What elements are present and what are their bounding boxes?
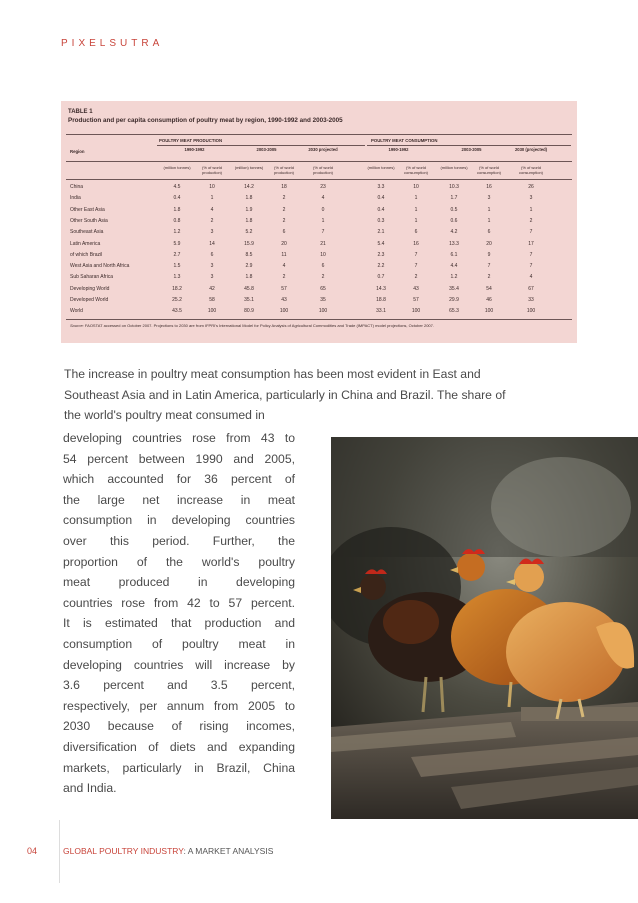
table-cell: 2 (321, 274, 325, 281)
table-cell: 16 (486, 184, 492, 190)
table-cell: 2 (487, 274, 491, 281)
table-cell: 57 (281, 285, 287, 292)
table-cell: 1.8 (245, 195, 253, 202)
table-cell: 10 (209, 184, 215, 190)
table-cell: 26 (528, 184, 534, 190)
unit-header: (% of world consumption) (476, 165, 501, 175)
table-cell: 35 (320, 297, 326, 303)
paragraph-line: It is estimated that production and (63, 616, 295, 631)
unit-header: (% of world consumption) (403, 165, 428, 175)
period-header: 1990-1992 (184, 147, 205, 152)
table-cell: 1 (487, 206, 491, 213)
table-cell: 33 (528, 297, 534, 303)
table-cell: 4 (529, 274, 533, 281)
table-cell: 1.8 (245, 217, 253, 224)
table-cell: 6 (210, 251, 214, 258)
region-name: of which Brazil (70, 251, 103, 258)
table-cell: 42 (209, 285, 215, 292)
chickens-illustration (331, 437, 638, 819)
source-text: FAOSTAT accessed on October 2007. Projections to 2030 are from IFPRI's International Model for Policy Analysis of Agricultural Commodities and Trade (IMPACT) model projections, October 2007. (84, 323, 434, 328)
period-header: 1990-1992 (388, 147, 409, 152)
table-cell: 1 (529, 206, 533, 213)
unit-header: (% of world production) (312, 165, 333, 175)
table-header-rule (66, 161, 572, 162)
paragraph-line: developing countries will increase by (63, 657, 295, 672)
table-cell: 5.9 (173, 240, 181, 247)
table-cell: 100 (484, 308, 494, 315)
paragraph-line: The increase in poultry meat consumption has been most evident in East and (64, 367, 481, 381)
table-cell: 0.7 (377, 274, 385, 281)
group-production-rule (157, 145, 365, 146)
table-cell: 80.9 (244, 308, 254, 315)
table-cell: 0.5 (450, 206, 458, 213)
table-cell: 57 (413, 297, 419, 303)
table-cell: 5.2 (245, 229, 253, 236)
table-cell: 43 (281, 297, 287, 303)
table-cell: 5.4 (377, 240, 385, 247)
footer-title-sub: : A MARKET ANALYSIS (183, 846, 274, 856)
table-cell: 3.3 (377, 184, 385, 190)
table-cell: 2 (282, 195, 286, 202)
table-cell: 29.9 (449, 297, 459, 303)
table-cell: 1.8 (173, 206, 181, 213)
unit-header: (million) tonnes) (234, 165, 264, 170)
table-cell: 0.4 (173, 195, 181, 202)
table-cell: 45.8 (244, 285, 254, 292)
paragraph-line: respectively, per annum from 2005 to (63, 698, 295, 713)
table-cell: 6 (487, 229, 491, 236)
table-cell: 11 (281, 251, 287, 258)
table-cell: 2 (282, 274, 286, 281)
table-cell: 3 (529, 195, 533, 202)
region-header: Region (70, 149, 85, 154)
table-cell: 100 (207, 308, 217, 315)
table-cell: 2.2 (377, 263, 385, 270)
page-number: 04 (27, 846, 38, 856)
footer-title-main: GLOBAL POULTRY INDUSTRY (63, 846, 184, 856)
source-label: Source: (70, 323, 84, 328)
table-cell: 35.1 (244, 297, 254, 303)
table-cell: 14.2 (244, 184, 254, 190)
brand-name: PIXELSUTRA (61, 38, 164, 49)
region-name: Other East Asia (70, 206, 105, 213)
table-cell: 1.2 (173, 229, 181, 236)
table-cell: 1.9 (245, 206, 253, 213)
paragraph-line: meat produced in developing (63, 575, 295, 590)
region-name: Sub Saharan Africa (70, 274, 114, 281)
table-title: Production and per capita consumption of poultry meat by region, 1990-1992 and 2003-2005 (68, 117, 343, 124)
unit-header: (million tonnes) (163, 165, 191, 170)
table-cell: 2 (282, 206, 286, 213)
table-cell: 0.8 (173, 217, 181, 224)
table-cell: 18.8 (376, 297, 386, 303)
paragraph-line: Southeast Asia and in Latin America, particularly in China and Brazil. The share of (64, 387, 506, 402)
paragraph-line: developing countries rose from 43 to (63, 431, 295, 445)
table-cell: 7 (487, 263, 491, 270)
table-cell: 4 (210, 206, 214, 213)
table-cell: 1 (210, 195, 214, 202)
paragraph-line: which accounted for 36 percent of (63, 472, 295, 487)
table-cell: 67 (528, 285, 534, 292)
region-name: Other South Asia (70, 217, 108, 224)
table-cell: 20 (281, 240, 287, 247)
region-name: Developing World (70, 285, 110, 292)
region-name: Latin America (70, 240, 101, 247)
table-cell: 0.4 (377, 195, 385, 202)
unit-header: (% of world production) (201, 165, 222, 175)
table-cell: 1.3 (173, 274, 181, 281)
table-cell: 7 (529, 251, 533, 258)
table-cell: 1.8 (245, 274, 253, 281)
table-cell: 10 (413, 184, 419, 190)
chickens-photo (331, 437, 638, 819)
table-cell: 16 (413, 240, 419, 247)
table-cell: 6.1 (450, 251, 458, 258)
footer-divider (59, 820, 60, 883)
table-cell: 65 (320, 285, 326, 292)
period-header: 2030 projected (308, 147, 338, 152)
table-cell: 100 (318, 308, 328, 315)
table-cell: 100 (411, 308, 421, 315)
group-consumption-rule (367, 145, 571, 146)
table-cell: 6 (321, 263, 325, 270)
paragraph-line: 2030 because of rising incomes, (63, 719, 295, 734)
table-cell: 1 (414, 217, 418, 224)
table-cell: 3 (210, 274, 214, 281)
table-cell: 25.2 (172, 297, 182, 303)
table-cell: 1.7 (450, 195, 458, 202)
unit-header: (% of world consumption) (518, 165, 543, 175)
table-top-rule (66, 134, 572, 135)
table-cell: 15.9 (244, 240, 254, 247)
table-cell: 58 (209, 297, 215, 303)
period-header: 2003-2005 (256, 147, 277, 152)
paragraph-line: over this period. Further, the (63, 533, 295, 548)
table-cell: 17 (528, 240, 534, 247)
table-label: TABLE 1 (68, 109, 93, 115)
paragraph-line: markets, particularly in Brazil, China (63, 760, 295, 775)
table-cell: 35.4 (449, 285, 459, 292)
region-name: World (70, 308, 83, 315)
table-cell: 4.2 (450, 229, 458, 236)
paragraph-line: consumption in developing countries (63, 513, 295, 528)
table-cell: 7 (529, 229, 533, 236)
table-cell: 18.2 (172, 285, 182, 292)
paragraph-line: diversification of diets and expanding (63, 739, 295, 754)
table-source (70, 323, 568, 329)
table-cell: 0.3 (377, 217, 385, 224)
paragraph-line: countries rose from 42 to 57 percent. (63, 595, 295, 610)
table-cell: 7 (414, 263, 418, 270)
table-cell: 3 (210, 229, 214, 236)
table-cell: 4.5 (173, 184, 181, 190)
paragraph-line: the world's poultry meat consumed in (64, 408, 265, 423)
table-cell: 2.7 (173, 251, 181, 258)
table-cell: 43.5 (172, 308, 182, 315)
group-production-header: POULTRY MEAT PRODUCTION (159, 138, 223, 143)
table-cell: 2 (210, 217, 214, 224)
table-cell: 18 (281, 184, 287, 190)
table-cell: 9 (487, 251, 491, 258)
paragraph-line: and India. (63, 781, 117, 796)
region-name: Developed World (70, 297, 109, 303)
table-cell: 10.3 (449, 184, 459, 190)
table-cell: 54 (486, 285, 492, 292)
table-cell: 33.1 (376, 308, 386, 315)
table-cell: 13.3 (449, 240, 459, 247)
table-cell: 1.2 (450, 274, 458, 281)
table-cell: 100 (279, 308, 289, 315)
paragraph-line: the large net increase in meat (63, 492, 295, 507)
table-cell: 2 (529, 217, 533, 224)
table-cell: 2 (414, 274, 418, 281)
table-cell: 21 (320, 240, 326, 247)
table-cell: 100 (526, 308, 536, 315)
table-cell: 23 (320, 184, 326, 190)
table-cell: 6 (414, 229, 418, 236)
paragraph-line: 54 percent between 1990 and 2005, (63, 451, 295, 466)
table-cell: 65.3 (449, 308, 459, 315)
period-header: 2030 (projected) (514, 147, 548, 152)
table-cell: 3 (210, 263, 214, 270)
table-cell: 20 (486, 240, 492, 247)
table-cell: 2.9 (245, 263, 253, 270)
region-name: India (70, 195, 81, 202)
region-name: Southeast Asia (70, 229, 104, 236)
table-cell: 2.3 (377, 251, 385, 258)
table-cell: 4.4 (450, 263, 458, 270)
table-cell: 0 (321, 206, 325, 213)
table-cell: 46 (486, 297, 492, 303)
region-name: China (70, 184, 84, 190)
table-cell: 1 (414, 206, 418, 213)
table-cell: 14.3 (376, 285, 386, 292)
table-cell: 4 (321, 195, 325, 202)
table-cell: 7 (414, 251, 418, 258)
table-cell: 1 (321, 217, 325, 224)
table-cell: 6 (282, 229, 286, 236)
table-cell: 7 (321, 229, 325, 236)
paragraph-line: 3.6 percent and 3.5 percent, (63, 678, 295, 693)
unit-header: (million tonnes) (367, 165, 395, 170)
table-cell: 3 (487, 195, 491, 202)
period-header: 2003-2005 (461, 147, 482, 152)
table-cell: 1 (414, 195, 418, 202)
unit-header: (million tonnes) (440, 165, 468, 170)
footer-title (63, 846, 273, 856)
table-cell: 1.5 (173, 263, 181, 270)
table-cell: 7 (529, 263, 533, 270)
table-units-rule (66, 179, 572, 180)
table-cell: 43 (413, 285, 419, 292)
table-cell: 1 (487, 217, 491, 224)
table-cell: 8.5 (245, 251, 253, 258)
body-paragraph (63, 428, 295, 799)
table-cell: 14 (209, 240, 215, 247)
table-cell: 2.1 (377, 229, 385, 236)
table-bottom-rule (66, 319, 572, 320)
table-cell: 0.6 (450, 217, 458, 224)
paragraph-line: consumption of poultry meat in (63, 636, 295, 651)
group-consumption-header: POULTRY MEAT CONSUMPTION (371, 138, 438, 143)
unit-header: (% of world production) (273, 165, 294, 175)
table-image (61, 101, 577, 343)
table-cell: 4 (282, 263, 286, 270)
table-cell: 2 (282, 217, 286, 224)
table-cell: 0.4 (377, 206, 385, 213)
intro-paragraph (64, 364, 576, 426)
paragraph-line: proportion of the world's poultry (63, 554, 295, 569)
region-name: West Asia and North Africa (70, 263, 130, 270)
table-cell: 10 (320, 251, 326, 258)
